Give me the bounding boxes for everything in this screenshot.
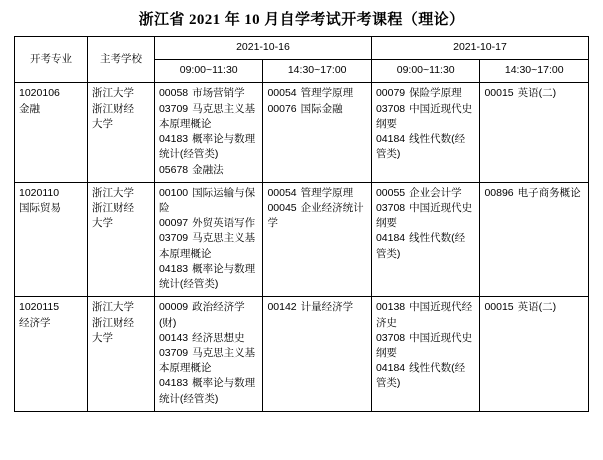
course-name: 中国近现代史纲要	[375, 102, 473, 130]
course-name: 国际金融	[300, 102, 343, 115]
course-code: 00009	[158, 301, 189, 314]
table-row	[15, 297, 589, 412]
course-name: 保险学原理	[409, 87, 462, 100]
course-item	[376, 231, 476, 261]
course-item	[159, 262, 259, 292]
table-header	[15, 37, 589, 83]
school-name-line: 浙江大学	[92, 87, 135, 100]
course-item	[376, 331, 476, 361]
course-name: 马克思主义基本原理概论	[158, 102, 256, 130]
course-code: 00054	[267, 87, 297, 100]
course-item	[159, 132, 259, 162]
course-name: 外贸英语写作	[192, 217, 256, 230]
school-name-line: 大学	[92, 117, 114, 130]
cell-d1-pm	[263, 297, 372, 412]
course-item	[159, 86, 259, 101]
course-item	[376, 201, 476, 231]
school-name-line: 浙江财经	[92, 316, 135, 329]
school-name-line: 浙江大学	[92, 301, 135, 314]
table-row	[15, 182, 589, 297]
course-code: 00097	[158, 217, 189, 230]
course-name: 英语(二)	[517, 301, 557, 314]
course-item	[267, 102, 367, 117]
course-item	[484, 86, 584, 101]
course-name: 管理学原理	[300, 87, 354, 100]
cell-school	[88, 182, 155, 297]
course-code: 00076	[267, 102, 297, 115]
course-code: 00142	[267, 301, 297, 314]
course-name: 中国近现代史纲要	[375, 331, 473, 359]
major-name: 国际贸易	[19, 201, 61, 214]
course-code: 00055	[375, 186, 406, 199]
course-code: 05678	[158, 163, 189, 176]
course-list	[484, 86, 584, 101]
course-name: 经济思想史	[192, 331, 245, 344]
course-code: 03708	[375, 331, 406, 344]
course-name: 英语(二)	[517, 87, 557, 100]
course-name: 企业会计学	[409, 186, 462, 199]
school-name-line: 浙江财经	[92, 201, 135, 214]
cell-school	[88, 297, 155, 412]
course-item	[267, 86, 367, 101]
major-code: 1020106	[19, 87, 60, 100]
table-body	[15, 83, 589, 411]
course-code: 00079	[375, 87, 406, 100]
course-item	[159, 346, 259, 376]
cell-d2-am	[371, 182, 480, 297]
course-name: 中国近现代史纲要	[375, 201, 473, 230]
course-name: 管理学原理	[300, 186, 354, 199]
course-code: 03709	[158, 232, 189, 245]
header-row-dates	[15, 37, 589, 60]
course-code: 04183	[158, 262, 189, 275]
course-code: 00058	[158, 87, 189, 100]
cell-d2-pm	[480, 182, 589, 297]
cell-d2-am	[371, 83, 480, 182]
major-name: 经济学	[19, 316, 51, 329]
course-code: 00015	[484, 87, 514, 100]
course-list	[376, 86, 476, 162]
header-date-2: 2021-10-17	[371, 37, 588, 60]
course-item	[159, 102, 259, 132]
course-code: 00143	[158, 331, 189, 344]
course-code: 03708	[375, 102, 406, 115]
course-code: 00100	[158, 186, 189, 199]
course-name: 马克思主义基本原理概论	[158, 346, 256, 375]
course-name: 线性代数(经管类)	[375, 133, 466, 161]
course-item	[159, 331, 259, 346]
course-name: 政治经济学(财)	[158, 301, 245, 329]
school-name-line: 大学	[92, 331, 114, 344]
course-name: 电子商务概论	[517, 186, 581, 199]
course-code: 00138	[375, 301, 406, 314]
course-item	[376, 102, 476, 132]
cell-d1-am	[154, 182, 263, 297]
course-code: 04183	[158, 133, 189, 146]
header-slot-d1-pm: 14:30~17:00	[263, 60, 372, 83]
course-list	[159, 86, 259, 177]
course-code: 00015	[484, 301, 514, 314]
major-code: 1020115	[19, 301, 60, 314]
course-list	[267, 86, 367, 116]
course-code: 04183	[158, 377, 189, 390]
course-list	[484, 300, 584, 315]
course-name: 概率论与数理统计(经管类)	[158, 377, 256, 405]
header-slot-d2-pm: 14:30~17:00	[480, 60, 589, 83]
course-code: 03708	[375, 201, 406, 214]
course-item	[484, 186, 584, 201]
exam-schedule-table	[14, 36, 589, 412]
course-item	[267, 300, 367, 315]
header-slot-d1-am: 09:00~11:30	[154, 60, 263, 83]
cell-d1-am	[154, 297, 263, 412]
cell-d1-pm	[263, 83, 372, 182]
cell-school	[88, 83, 155, 182]
course-item	[159, 300, 259, 330]
course-code: 03709	[158, 102, 189, 115]
header-slot-d2-am: 09:00~11:30	[371, 60, 480, 83]
course-item	[376, 86, 476, 101]
course-code: 04184	[375, 232, 406, 245]
header-date-1: 2021-10-16	[154, 37, 371, 60]
course-item	[376, 132, 476, 162]
course-name: 中国近现代经济史	[375, 301, 473, 329]
course-name: 线性代数(经管类)	[375, 232, 466, 260]
table-row	[15, 83, 589, 182]
course-item	[159, 231, 259, 261]
cell-major	[15, 297, 88, 412]
course-name: 线性代数(经管类)	[375, 362, 466, 390]
course-name: 概率论与数理统计(经管类)	[158, 262, 256, 291]
page-title: 浙江省 2021 年 10 月自学考试开考课程（理论）	[138, 12, 465, 28]
school-name-line: 浙江大学	[92, 186, 135, 199]
course-code: 03709	[158, 346, 189, 359]
school-name-line: 浙江财经	[92, 102, 135, 115]
cell-major	[15, 83, 88, 182]
course-code: 04184	[375, 133, 406, 146]
course-item	[159, 216, 259, 231]
course-item	[159, 186, 259, 216]
course-list	[484, 186, 584, 201]
course-list	[376, 300, 476, 391]
cell-major	[15, 182, 88, 297]
course-list	[159, 186, 259, 293]
course-item	[267, 201, 367, 231]
cell-d2-pm	[480, 297, 589, 412]
header-major: 开考专业	[15, 37, 88, 83]
header-school: 主考学校	[88, 37, 155, 83]
course-item	[376, 300, 476, 330]
course-item	[159, 376, 259, 406]
course-item	[376, 361, 476, 391]
school-name-line: 大学	[92, 217, 114, 230]
course-list	[267, 300, 367, 315]
course-item	[159, 163, 259, 178]
course-item	[267, 186, 367, 201]
cell-d2-am	[371, 297, 480, 412]
course-name: 金融法	[192, 163, 224, 176]
course-name: 企业经济统计学	[267, 201, 364, 230]
major-name: 金融	[19, 102, 40, 115]
course-list	[267, 186, 367, 232]
course-code: 00045	[267, 201, 297, 214]
cell-d1-am	[154, 83, 263, 182]
cell-d1-pm	[263, 182, 372, 297]
course-item	[376, 186, 476, 201]
course-name: 计量经济学	[300, 301, 354, 314]
course-code: 00896	[484, 186, 514, 199]
course-item	[484, 300, 584, 315]
course-name: 概率论与数理统计(经管类)	[158, 133, 256, 161]
course-list	[159, 300, 259, 407]
course-name: 国际运输与保险	[158, 186, 256, 214]
course-code: 00054	[267, 186, 297, 199]
major-code: 1020110	[19, 186, 60, 199]
course-name: 马克思主义基本原理概论	[158, 232, 256, 260]
course-list	[376, 186, 476, 262]
course-name: 市场营销学	[192, 87, 245, 100]
course-code: 04184	[375, 362, 406, 375]
cell-d2-pm	[480, 83, 589, 182]
